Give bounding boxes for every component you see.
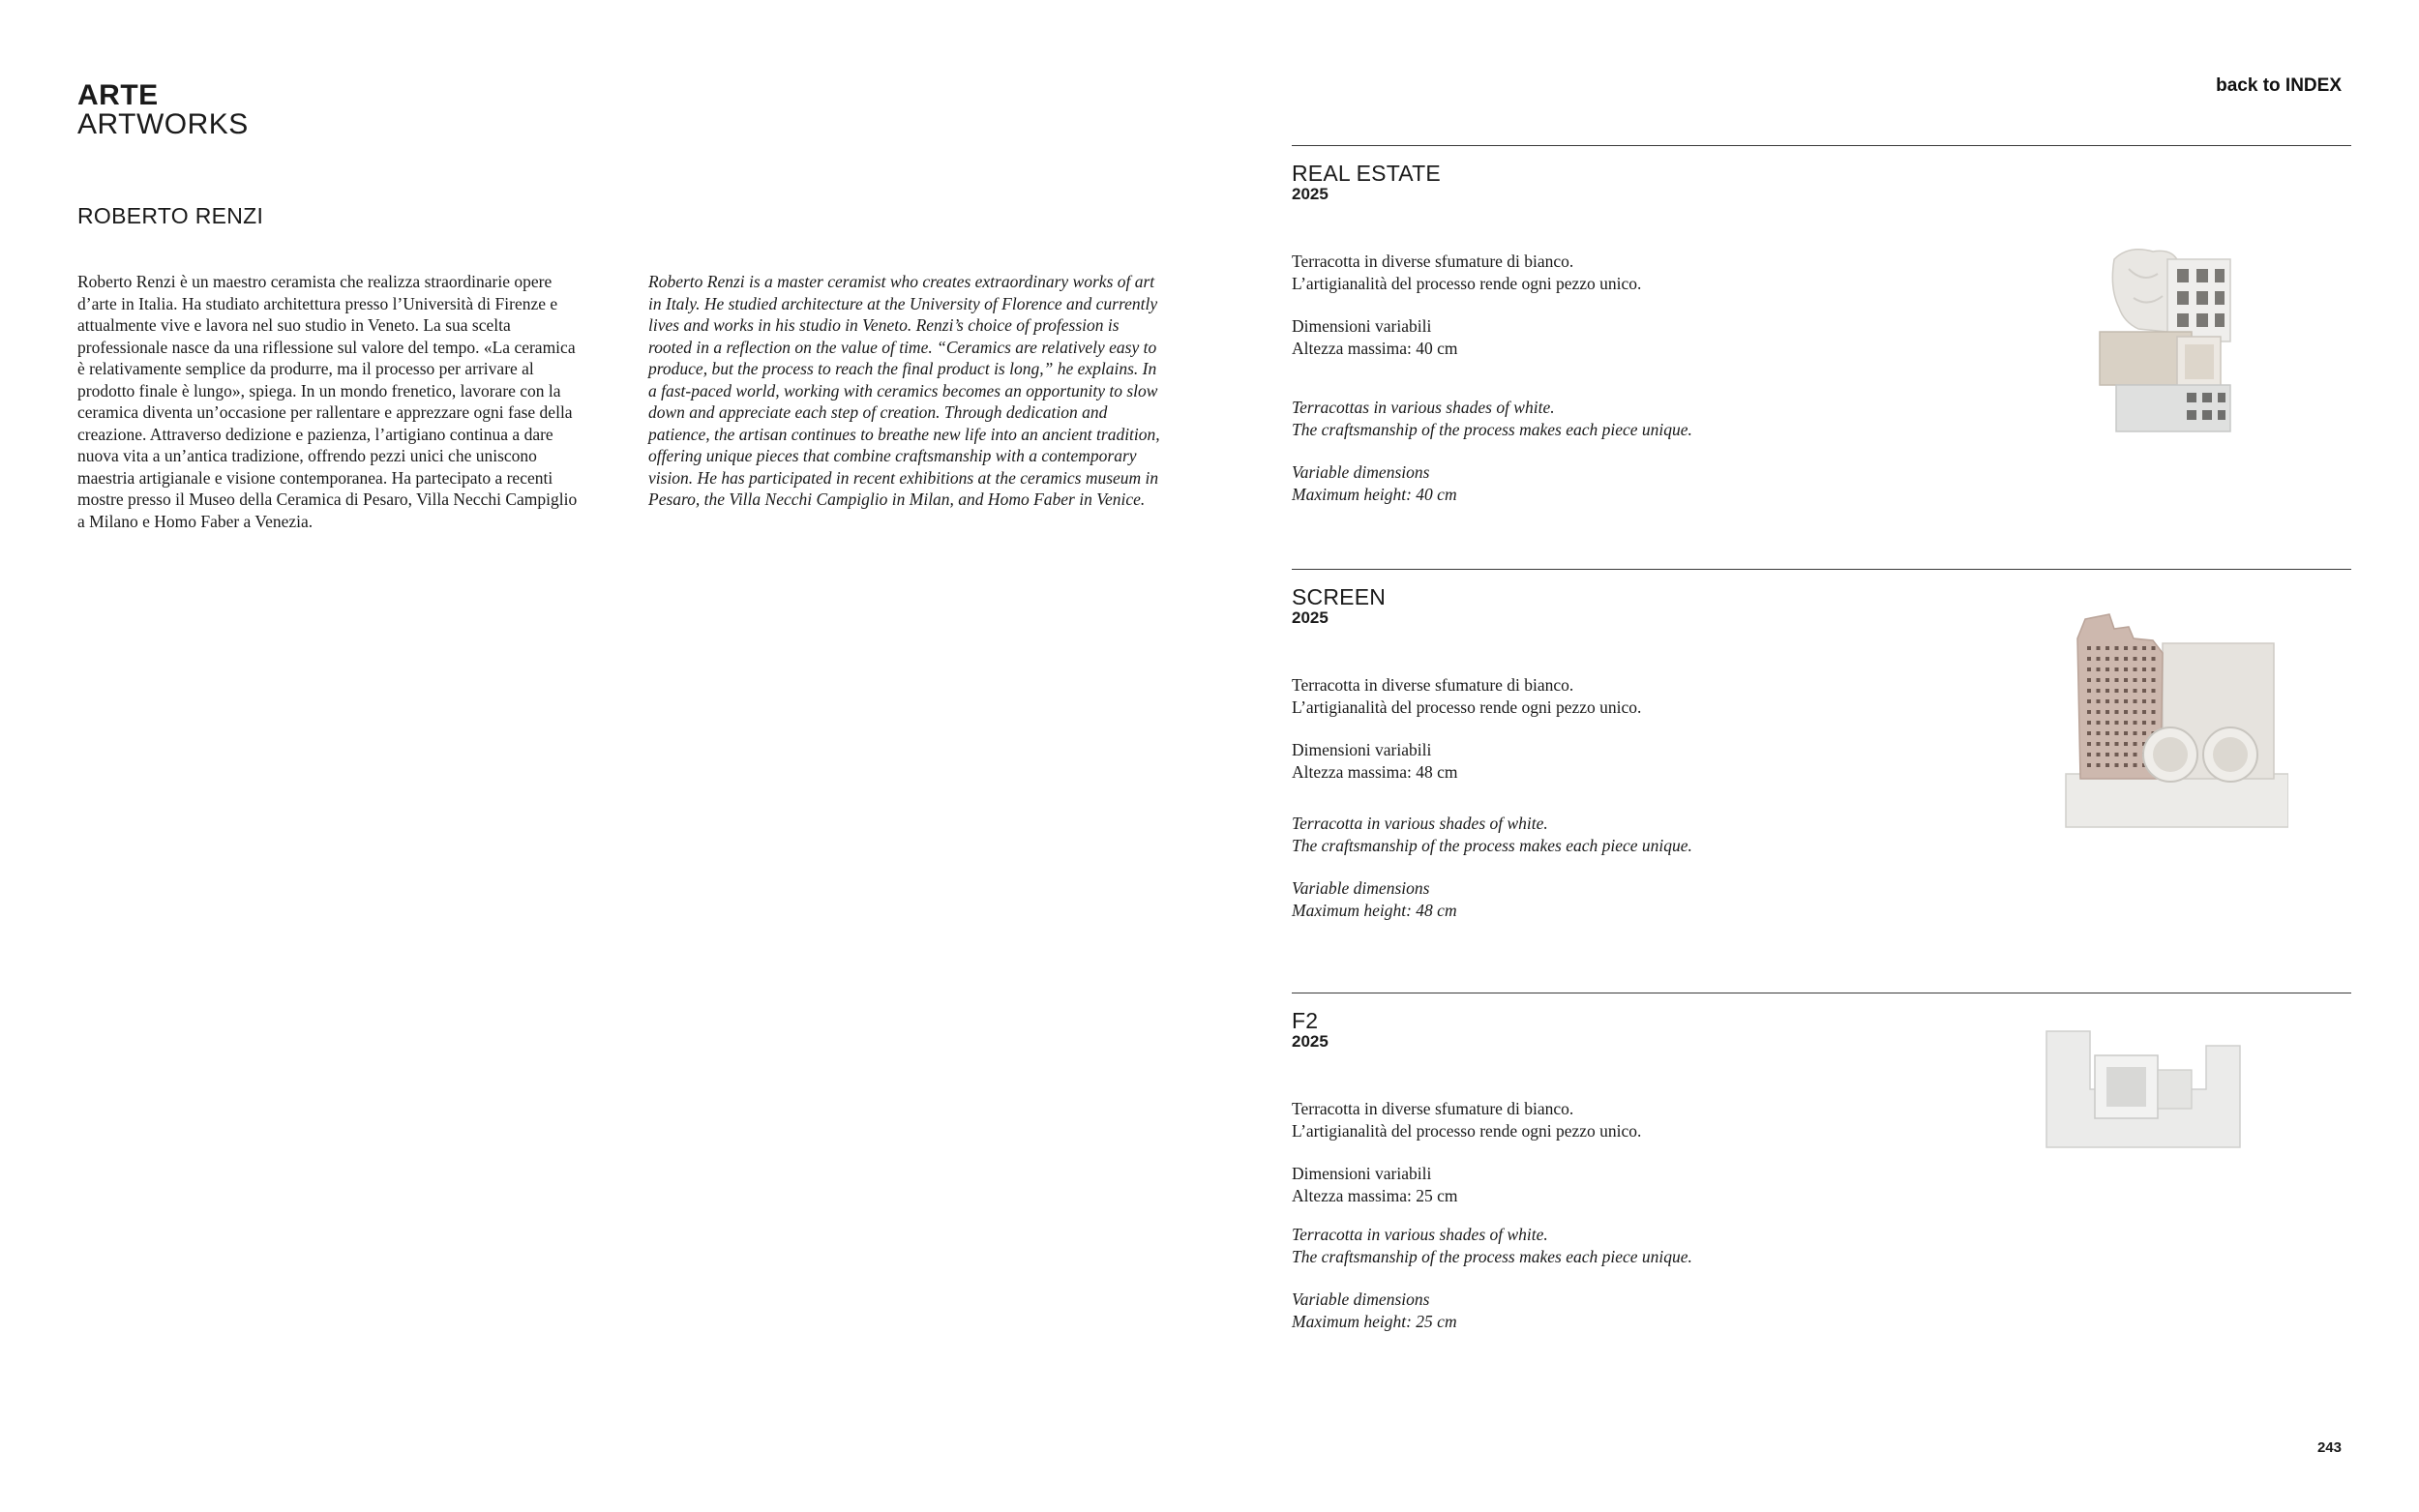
divider xyxy=(1292,569,2351,570)
perforation-hole xyxy=(2105,721,2109,725)
perforation-hole xyxy=(2142,646,2146,650)
artwork-title: F2 xyxy=(1292,1008,1319,1033)
perforation-hole xyxy=(2105,742,2109,746)
perforation-hole xyxy=(2152,646,2156,650)
perforation-hole xyxy=(2115,667,2119,671)
artwork-dimensions-it: Dimensioni variabili xyxy=(1292,740,1432,759)
perforation-hole xyxy=(2087,763,2091,767)
perforation-hole xyxy=(2152,710,2156,714)
perforation-hole xyxy=(2152,678,2156,682)
perforation-hole xyxy=(2115,721,2119,725)
perforation-hole xyxy=(2134,763,2137,767)
perforation-hole xyxy=(2152,721,2156,725)
perforation-hole xyxy=(2152,657,2156,661)
perforation-hole xyxy=(2105,678,2109,682)
perforation-hole xyxy=(2152,667,2156,671)
perforation-hole xyxy=(2124,731,2128,735)
artist-bio-italian: Roberto Renzi è un maestro ceramista che realizza straordinarie opere d’arte in Italia. Ha studiato architettura presso l’Università di Firenze e attualmente vive e lavora nel suo studio in Veneto. La sua scelta professionale nasce da una riflessione sul valore del tempo. «La ceramica è relativamente semplice da produrre, ma il processo per arrivare al prodotto finale è lungo», spiega. In un mondo frenetico, lavorare con la ceramica diventa un’occasione per rallentare e apprezzare ogni fase della creazione. Attraverso dedizione e pazienza, l’artigiano continua a dare nuova vita a un’antica tradizione, offrendo pezzi unici che uniscono maestria artigianale e visione contemporanea. Ha partecipato a recenti mostre presso il Museo della Ceramica di Pesaro, Villa Necchi Campiglio a Milano e Homo Faber a Venezia. xyxy=(77,272,578,531)
perforation-hole xyxy=(2097,646,2101,650)
artwork-photo-screen xyxy=(2056,609,2288,842)
artwork-real-estate xyxy=(1292,145,2351,505)
perforation-hole xyxy=(2105,689,2109,693)
perforation-hole xyxy=(2124,646,2128,650)
perforation-hole xyxy=(2142,657,2146,661)
perforation-hole xyxy=(2115,689,2119,693)
perforation-hole xyxy=(2115,646,2119,650)
perforation-hole xyxy=(2134,742,2137,746)
artwork-height-it: Altezza massima: 40 cm xyxy=(1292,338,1458,358)
perforation-hole xyxy=(2134,699,2137,703)
perforation-hole xyxy=(2105,699,2109,703)
perforation-hole xyxy=(2134,731,2137,735)
perforation-hole xyxy=(2105,646,2109,650)
artwork-craft-it: L’artigianalità del processo rende ogni pezzo unico. xyxy=(1292,273,1642,293)
artwork-height-en: Maximum height: 48 cm xyxy=(1292,900,1457,920)
page-number: 243 xyxy=(2316,1439,2342,1456)
perforation-hole xyxy=(2087,678,2091,682)
perforation-hole xyxy=(2115,763,2119,767)
perforation-hole xyxy=(2152,699,2156,703)
artwork-material-it: Terracotta in diverse sfumature di bianco. xyxy=(1292,1099,1574,1118)
artwork-dimensions-en: Variable dimensions xyxy=(1292,462,1430,482)
perforation-hole xyxy=(2134,710,2137,714)
perforation-hole xyxy=(2087,742,2091,746)
perforation-hole xyxy=(2142,731,2146,735)
artwork-craft-en: The craftsmanship of the process makes each piece unique. xyxy=(1292,419,1692,439)
perforation-hole xyxy=(2097,710,2101,714)
artwork-height-en: Maximum height: 40 cm xyxy=(1292,484,1457,504)
perforation-hole xyxy=(2097,753,2101,756)
perforation-hole xyxy=(2087,721,2091,725)
perforation-hole xyxy=(2087,710,2091,714)
artwork-photo-real-estate xyxy=(2085,240,2250,443)
perforation-hole xyxy=(2105,657,2109,661)
artwork-material-en: Terracotta in various shades of white. xyxy=(1292,814,1548,833)
artwork-title: SCREEN xyxy=(1292,584,1387,609)
perforation-hole xyxy=(2097,742,2101,746)
perforation-hole xyxy=(2115,710,2119,714)
perforation-hole xyxy=(2142,678,2146,682)
perforation-hole xyxy=(2087,753,2091,756)
perforation-hole xyxy=(2124,699,2128,703)
artwork-craft-en: The craftsmanship of the process makes each piece unique. xyxy=(1292,1246,1692,1266)
artwork-f2 xyxy=(1292,993,2351,1332)
perforation-hole xyxy=(2124,742,2128,746)
perforation-hole xyxy=(2115,678,2119,682)
perforation-hole xyxy=(2097,657,2101,661)
artwork-craft-it: L’artigianalità del processo rende ogni pezzo unico. xyxy=(1292,697,1642,717)
perforation-hole xyxy=(2087,689,2091,693)
perforation-hole xyxy=(2097,689,2101,693)
perforation-hole xyxy=(2105,753,2109,756)
artwork-material-en: Terracotta in various shades of white. xyxy=(1292,1225,1548,1244)
perforation-hole xyxy=(2105,667,2109,671)
perforation-hole xyxy=(2115,742,2119,746)
perforation-hole xyxy=(2124,657,2128,661)
perforation-hole xyxy=(2124,678,2128,682)
artwork-material-it: Terracotta in diverse sfumature di bianco. xyxy=(1292,252,1574,271)
perforation-hole xyxy=(2105,763,2109,767)
perforation-hole xyxy=(2097,731,2101,735)
artwork-year: 2025 xyxy=(1292,608,1329,627)
artwork-dimensions-en: Variable dimensions xyxy=(1292,878,1430,898)
perforation-hole xyxy=(2124,667,2128,671)
artwork-craft-en: The craftsmanship of the process makes each piece unique. xyxy=(1292,835,1692,855)
perforation-hole xyxy=(2142,699,2146,703)
perforation-hole xyxy=(2097,678,2101,682)
artist-bio-english: Roberto Renzi is a master ceramist who creates extraordinary works of art in Italy. He studied architecture at the University of Florence and currently lives and works in his studio in Veneto. Renzi’s choice of profession is rooted in a reflection on the value of time. “Ceramics are relatively easy to produce, but the process to reach the final product is long,” he explains. In a fast-paced world, working with ceramics becomes an opportunity to slow down and appreciate each step of creation. Through dedication and patience, the artisan continues to breathe new life into an ancient tradition, offering unique pieces that combine craftsmanship with a contemporary vision. He has participated in recent exhibitions at the ceramics museum in Pesaro, the Villa Necchi Campiglio in Milan, and Homo Faber in Venice. xyxy=(648,272,1160,509)
artwork-height-it: Altezza massima: 25 cm xyxy=(1292,1185,1458,1205)
perforation-hole xyxy=(2142,710,2146,714)
perforation-hole xyxy=(2134,657,2137,661)
divider xyxy=(1292,145,2351,146)
back-to-index-link[interactable]: back to INDEX xyxy=(2216,75,2342,96)
perforation-hole xyxy=(2087,646,2091,650)
perforation-hole xyxy=(2097,667,2101,671)
artwork-material-en: Terracottas in various shades of white. xyxy=(1292,398,1555,417)
artwork-dimensions-en: Variable dimensions xyxy=(1292,1290,1430,1309)
perforation-hole xyxy=(2097,699,2101,703)
perforation-hole xyxy=(2134,678,2137,682)
perforation-hole xyxy=(2115,731,2119,735)
perforation-hole xyxy=(2097,721,2101,725)
perforation-hole xyxy=(2087,667,2091,671)
artwork-material-it: Terracotta in diverse sfumature di bianco. xyxy=(1292,675,1574,695)
artwork-year: 2025 xyxy=(1292,185,1329,203)
perforation-hole xyxy=(2124,721,2128,725)
page-title xyxy=(77,81,249,139)
perforation-hole xyxy=(2124,763,2128,767)
artwork-screen xyxy=(1292,569,2351,921)
perforation-hole xyxy=(2134,753,2137,756)
artwork-height-it: Altezza massima: 48 cm xyxy=(1292,761,1458,782)
perforation-hole xyxy=(2087,657,2091,661)
artwork-photo-f2 xyxy=(2037,1022,2250,1157)
perforation-hole xyxy=(2115,699,2119,703)
perforation-hole xyxy=(2124,753,2128,756)
artwork-dimensions-it: Dimensioni variabili xyxy=(1292,1164,1432,1183)
perforation-hole xyxy=(2142,689,2146,693)
perforation-hole xyxy=(2115,753,2119,756)
perforation-hole xyxy=(2134,721,2137,725)
perforation-hole xyxy=(2105,731,2109,735)
perforation-hole xyxy=(2142,721,2146,725)
perforation-hole xyxy=(2142,667,2146,671)
title-line-arte: ARTE xyxy=(77,79,159,111)
artwork-craft-it: L’artigianalità del processo rende ogni pezzo unico. xyxy=(1292,1120,1642,1141)
artwork-year: 2025 xyxy=(1292,1032,1329,1051)
perforation-hole xyxy=(2124,689,2128,693)
perforation-hole xyxy=(2134,667,2137,671)
perforation-hole xyxy=(2087,731,2091,735)
perforation-hole xyxy=(2097,763,2101,767)
perforation-hole xyxy=(2152,689,2156,693)
perforation-hole xyxy=(2115,657,2119,661)
perforation-hole xyxy=(2134,689,2137,693)
perforation-hole xyxy=(2105,710,2109,714)
artwork-title: REAL ESTATE xyxy=(1292,161,1441,186)
title-line-artworks: ARTWORKS xyxy=(77,108,249,140)
perforation-hole xyxy=(2134,646,2137,650)
perforation-hole xyxy=(2124,710,2128,714)
artist-name: ROBERTO RENZI xyxy=(77,203,264,228)
artwork-height-en: Maximum height: 25 cm xyxy=(1292,1311,1457,1331)
artwork-dimensions-it: Dimensioni variabili xyxy=(1292,316,1432,336)
perforation-hole xyxy=(2087,699,2091,703)
